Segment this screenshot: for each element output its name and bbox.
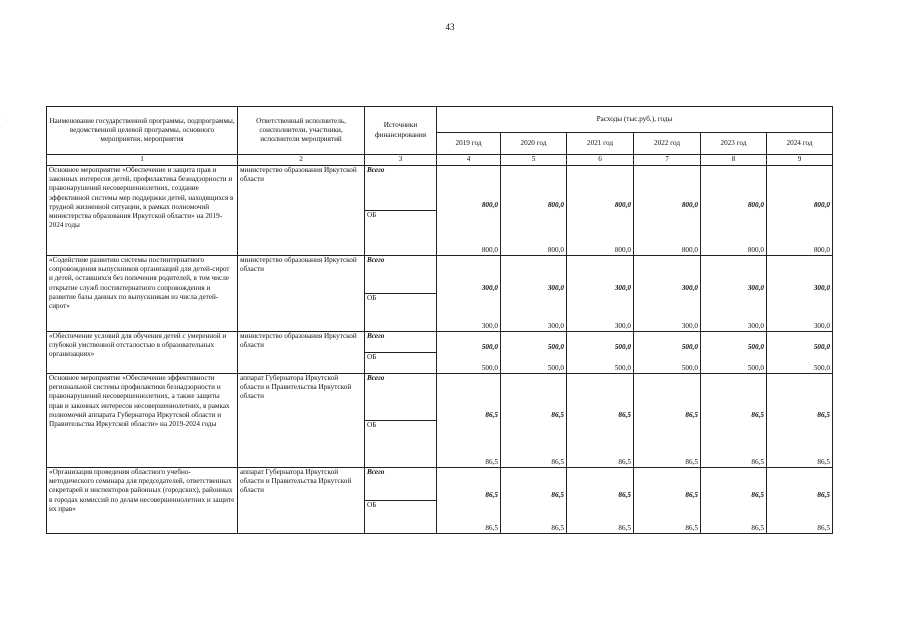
- activity-executor: министерство образования Иркутской области: [238, 256, 365, 332]
- header-year: 2021 год: [567, 133, 634, 155]
- ob-value: 800,0: [567, 211, 634, 256]
- column-number: 7: [634, 155, 701, 166]
- total-value: 800,0: [501, 166, 567, 211]
- header-year: 2022 год: [634, 133, 701, 155]
- source-ob-label: ОБ: [365, 501, 437, 534]
- total-value: 500,0: [437, 332, 501, 353]
- column-number: 1: [47, 155, 238, 166]
- ob-value: 500,0: [437, 353, 501, 374]
- ob-value: 500,0: [501, 353, 567, 374]
- ob-value: 800,0: [437, 211, 501, 256]
- expenses-table: [46, 106, 833, 534]
- ob-value: 86,5: [634, 501, 701, 534]
- total-value: 500,0: [501, 332, 567, 353]
- total-value: 500,0: [567, 332, 634, 353]
- table-row: [47, 468, 833, 501]
- ob-value: 300,0: [437, 294, 501, 332]
- source-ob-label: ОБ: [365, 353, 437, 374]
- column-number: 9: [767, 155, 833, 166]
- activity-executor: министерство образования Иркутской области: [238, 166, 365, 256]
- header-year: 2023 год: [701, 133, 767, 155]
- activity-executor: министерство образования Иркутской области: [238, 332, 365, 374]
- ob-value: 500,0: [701, 353, 767, 374]
- total-value: 300,0: [501, 256, 567, 294]
- ob-value: 86,5: [501, 421, 567, 468]
- total-value: 800,0: [767, 166, 833, 211]
- total-value: 300,0: [634, 256, 701, 294]
- ob-value: 86,5: [701, 421, 767, 468]
- total-value: 800,0: [437, 166, 501, 211]
- table-row: [47, 256, 833, 294]
- page-number: 43: [445, 22, 455, 32]
- total-value: 500,0: [634, 332, 701, 353]
- column-number: 5: [501, 155, 567, 166]
- total-value: 86,5: [567, 374, 634, 421]
- total-value: 500,0: [701, 332, 767, 353]
- ob-value: 300,0: [634, 294, 701, 332]
- source-total-label: Всего: [365, 256, 437, 294]
- table-row: [47, 374, 833, 421]
- header-year: 2024 год: [767, 133, 833, 155]
- source-total-label: Всего: [365, 166, 437, 211]
- header-source: Источники финансирования: [365, 107, 437, 155]
- ob-value: 86,5: [437, 501, 501, 534]
- ob-value: 86,5: [501, 501, 567, 534]
- source-total-label: Всего: [365, 468, 437, 501]
- column-number: 6: [567, 155, 634, 166]
- total-value: 86,5: [767, 374, 833, 421]
- activity-name: «Обеспечение условий для обучения детей с умеренной и глубокой умственной отсталостью в образовательных организациях»: [47, 332, 238, 374]
- total-value: 86,5: [501, 374, 567, 421]
- activity-name: «Содействие развитию системы постинтернатного сопровождения выпускников организаций для детей-сирот и детей, оставшихся без попечения родителей, в том числе открытие служб постинтернатного сопровождения и развитие базы данных по выпускникам из числа детей-сирот»: [47, 256, 238, 332]
- activity-name: Основное мероприятие «Обеспечение эффективности региональной системы профилактики безнадзорности и правонарушений несовершеннолетних, а также защиты прав и законных интересов несовершеннолетних, в рамках полномочий аппарата Губернатора Иркутской области и Правительства Иркутской области» на 2019-2024 годы: [47, 374, 238, 468]
- total-value: 300,0: [437, 256, 501, 294]
- activity-executor: аппарат Губернатора Иркутской области и Правительства Иркутской области: [238, 468, 365, 534]
- source-total-label: Всего: [365, 374, 437, 421]
- header-expenses: Расходы (тыс.руб.), годы: [437, 107, 833, 133]
- total-value: 86,5: [701, 468, 767, 501]
- ob-value: 86,5: [634, 421, 701, 468]
- column-number-row: [47, 155, 833, 166]
- header-year: 2020 год: [501, 133, 567, 155]
- total-value: 86,5: [767, 468, 833, 501]
- table-row: [47, 332, 833, 353]
- ob-value: 500,0: [634, 353, 701, 374]
- ob-value: 800,0: [501, 211, 567, 256]
- ob-value: 86,5: [567, 421, 634, 468]
- total-value: 86,5: [701, 374, 767, 421]
- table-row: [47, 166, 833, 211]
- header-year: 2019 год: [437, 133, 501, 155]
- header-executor: Ответственный исполнитель, соисполнители, участники, исполнители мероприятий: [238, 107, 365, 155]
- column-number: 3: [365, 155, 437, 166]
- activity-executor: аппарат Губернатора Иркутской области и Правительства Иркутской области: [238, 374, 365, 468]
- total-value: 86,5: [634, 374, 701, 421]
- ob-value: 86,5: [437, 421, 501, 468]
- total-value: 800,0: [567, 166, 634, 211]
- column-number: 2: [238, 155, 365, 166]
- column-number: 8: [701, 155, 767, 166]
- ob-value: 500,0: [767, 353, 833, 374]
- ob-value: 800,0: [634, 211, 701, 256]
- total-value: 86,5: [567, 468, 634, 501]
- total-value: 800,0: [701, 166, 767, 211]
- total-value: 300,0: [567, 256, 634, 294]
- total-value: 86,5: [437, 468, 501, 501]
- ob-value: 800,0: [701, 211, 767, 256]
- total-value: 300,0: [767, 256, 833, 294]
- ob-value: 86,5: [767, 501, 833, 534]
- ob-value: 300,0: [501, 294, 567, 332]
- total-value: 86,5: [437, 374, 501, 421]
- total-value: 86,5: [634, 468, 701, 501]
- activity-name: Основное мероприятие «Обеспечение и защита прав и законных интересов детей, профилактика безнадзорности и правонарушений несовершеннолетних, создание эффективной системы мер поддержки детей, находящихся в трудной жизненной ситуации, в рамках полномочий министерства образования Иркутской области» на 2019-2024 годы: [47, 166, 238, 256]
- total-value: 800,0: [634, 166, 701, 211]
- total-value: 500,0: [767, 332, 833, 353]
- ob-value: 86,5: [767, 421, 833, 468]
- scan-speck: ·: [6, 118, 8, 124]
- ob-value: 86,5: [701, 501, 767, 534]
- source-ob-label: ОБ: [365, 294, 437, 332]
- ob-value: 86,5: [567, 501, 634, 534]
- source-total-label: Всего: [365, 332, 437, 353]
- total-value: 86,5: [501, 468, 567, 501]
- ob-value: 300,0: [701, 294, 767, 332]
- column-number: 4: [437, 155, 501, 166]
- ob-value: 800,0: [767, 211, 833, 256]
- source-ob-label: ОБ: [365, 211, 437, 256]
- ob-value: 300,0: [567, 294, 634, 332]
- ob-value: 300,0: [767, 294, 833, 332]
- ob-value: 500,0: [567, 353, 634, 374]
- source-ob-label: ОБ: [365, 421, 437, 468]
- activity-name: «Организация проведения областного учебно-методического семинара для председателей, ответственных секретарей и инспекторов районных (городских), районных в городах комиссий по делам несовершеннолетних и защите их прав»: [47, 468, 238, 534]
- total-value: 300,0: [701, 256, 767, 294]
- header-name: Наименование государственной программы, подпрограммы, ведомственной целевой программы, основного мероприятия, мероприятия: [47, 107, 238, 155]
